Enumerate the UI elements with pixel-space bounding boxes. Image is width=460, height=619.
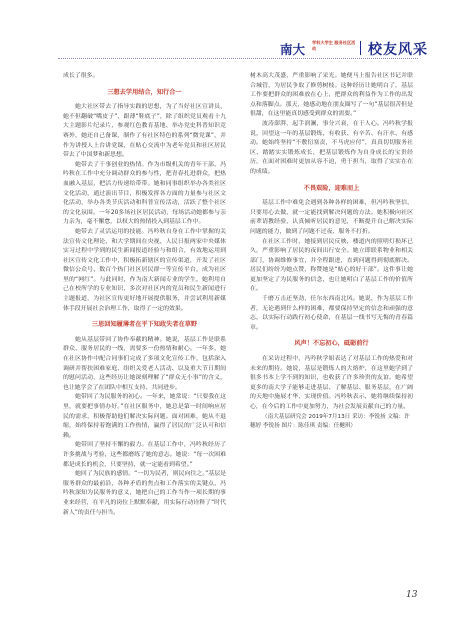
body-paragraph: 她从基层带回了协作奉献的精神。她说，基层工作是联系群众、服务居民的一线，需要多一份热情和耐心。一年多，她在社区协作中配合同事们完成了多项文化宣传工作，包括深入调研并帮扶困难家庭、组织关爱老人活动、以及重大节日期间的慰问活动，这些经历让她深刻理解了“群众无小事”的含义，也让她学会了在团队中相互支持、共同进步。	[63, 336, 226, 391]
body-paragraph: 波涛澎湃，起手润澜，事分兴衰，在于人心。冯吟秋学报说，回望这一年的基层锻炼，有收获、有辛苦、有汗水、有感动。她始终坚持“不敷衍塞责，不马虎应付”，真真切切服务社区、踏踏实实锻炼成长，把基层锻炼作为自身成长的宝贵经历，在面对困难时更加从容不迫，勇于担当，取得了实实在在的成绩。	[250, 120, 413, 175]
section-title: 校友风采	[368, 42, 428, 58]
brand-subtitle: 学科大学生 服务社区活动	[312, 40, 356, 51]
page-number: 13	[406, 590, 418, 600]
body-paragraph: 她带去了干事创业的热情。作为市级机关的青年干部，冯吟秋在工作中充分调动群众的参与性，把青春扎进群众，把热血融入基层，把活力传递给带带。她和同事组织举办各类社区文化活动，通过演出节目，积极发挥各方面的力量参与社区文化活动，举办各类节庆活动和科普宣传活动，活跃了整个社区的文化氛围。一年20多场社区居民活动，每场活动她都参与亲力亲为，毫不懈怠，以权大的热情投入到基层工作中。	[63, 161, 226, 226]
body-paragraph: 在社区工作时，她接到居民反映，楼道内的照明灯损坏已久，严重影响了居民的夜间出行安全。她立即联系物业和相关部门，协调维修事宜，并全程跟进，直到问题得到彻底解决。居民们纷纷为她点赞，称赞她是“贴心的好干部”。这件事让她更加坚定了为民服务的信念，也让她明白了基层工作的价值所在。	[250, 238, 413, 293]
body-paragraph: 她大社区带去了指导实践的思想，为了当好社区宣讲员，她不但翻破“嘴皮子”、跟薄“鞋底子”，除了组织党员观看十九大主题影片纪录片、参观红色教育基地、举办党史科普知识竞赛外，她还自己备课，制作了有社区特色的系列“微党课”，并作为讲授人上台讲党课，在贴心交流中为老年党员和社区居民带去了中国梦和新思想。	[63, 104, 226, 159]
page-header	[0, 38, 460, 66]
section-heading: 风声！不忘初心，砥砺前行	[294, 340, 369, 348]
body-paragraph: 树木高大茂盛，严重影响了采光。她便马上报告社区书记并联合城管，为居民争取了修剪树枝。这种经历让她明白了，基层工作要把群众的困难放在心上，把群众的利益作为工作的出发点和落脚点。那天，她感动地在朋友圈写了一句“基层很苦但是很甜，在这里能真切感受到群众的需要。”	[250, 73, 413, 118]
body-paragraph: 基层工作中难免会遇到各种各样的困难，但冯吟秋坚信，只要用心去做，就一定能找到解决问题的方法。她积极向社区前辈请教经验，认真倾听居民的意见，不断提升自己解决实际问题的能力，做到了问题不过夜、服务不打折。	[250, 200, 413, 235]
body-paragraph: 她带去了灵活运用的技能。冯吟秋自身在工作中掌握的关法宣传文化理论，和大学期间在央视、人民日报两家中央媒体实习过程中学到的民生新闻报道经验与和组合，有效地运用到社区宣传文化工作中，积极拓新辖区的宣传渠道，开发了社区微信公众号、数百个热门社区居民群一等宣传平台，成为社区里的“网红”。与此同时，作为南大新闻专业的学生，她利用自己在校所学的专业知识，多次对社区内的党员和民生新闻进行主题报道，为社区宣传更好地开展提供服务，并尝试利用新媒体手段开展社会治理工作，取得了一定的效果。	[63, 228, 226, 312]
body-paragraph: 千磨万击还坚劲，任尔东西南北风。她说，作为基层工作者，无论遇到什么样的困难，都要保持坚定的信念和顽强的意志，以实际行动践行初心使命，在基层一线书写无悔的青春篇章。	[250, 296, 413, 331]
section-heading: 不畏艰险，迎难而上	[303, 184, 360, 192]
brand-logo-text: 南大	[280, 42, 306, 57]
left-column	[63, 72, 226, 518]
body-paragraph: 她带回了为民服务的初心。一年来，她常说：“只要我在这里，就要把事情办好。”在社区服务中，她总是第一时间响应居民的需求，积极帮助他们解决实际问题。面对困难，她从不退缩，始终保持着饱满的工作热情，赢得了居民的广泛认可和信赖。	[63, 394, 226, 439]
header-divider	[360, 41, 361, 55]
body-paragraph: 她回了为民族的感情。“一切为民者，则民向往之。”基层是服务群众的最前沿，各种矛盾的焦点和工作落实的关键点，冯吟秋深知为民服务的意义，她把自己的工作当作一项长期的事业来经营，在平凡的岗位上默默奉献，用实际行动诠释了“时代新人”的责任与担当。	[63, 471, 226, 516]
body-paragraph: 在采访过程中，冯吟秋学姐表达了对基层工作的热爱和对未来的期待。她说，基层是锻炼人的大熔炉，在这里她学到了很多书本上学不到的知识，也收获了许多珍贵的友谊。她希望更多的南大学子能够走进基层、了解基层、服务基层，在广阔的天地中施展才华、实现价值。冯吟秋表示，她将继续保持初心，在今后的工作中更加努力，为社会发展贡献自己的力量。	[250, 356, 413, 410]
body-paragraph: 她带回了坚持不懈的毅力。在基层工作中，冯吟秋经历了许多挑战与考验，这些都磨练了她的意志。她说：“每一次困难都是成长的机会，只要坚持，就一定能看到希望。”	[63, 442, 226, 468]
header-rule	[58, 58, 418, 59]
section-heading: 三想去学用结合，知行合一	[107, 88, 182, 96]
section-heading: 三思回知履薄者在平下知政失者在草野	[91, 321, 198, 329]
right-column	[250, 72, 413, 431]
article-credits: （南大基层研究会 2019年7月13日 采访：李锐扬 文稿：许穗婷 李锐扬 图片：陈佳琪 责编：任樾琪）	[250, 413, 410, 429]
body-paragraph: 成长了很多。	[63, 73, 99, 79]
